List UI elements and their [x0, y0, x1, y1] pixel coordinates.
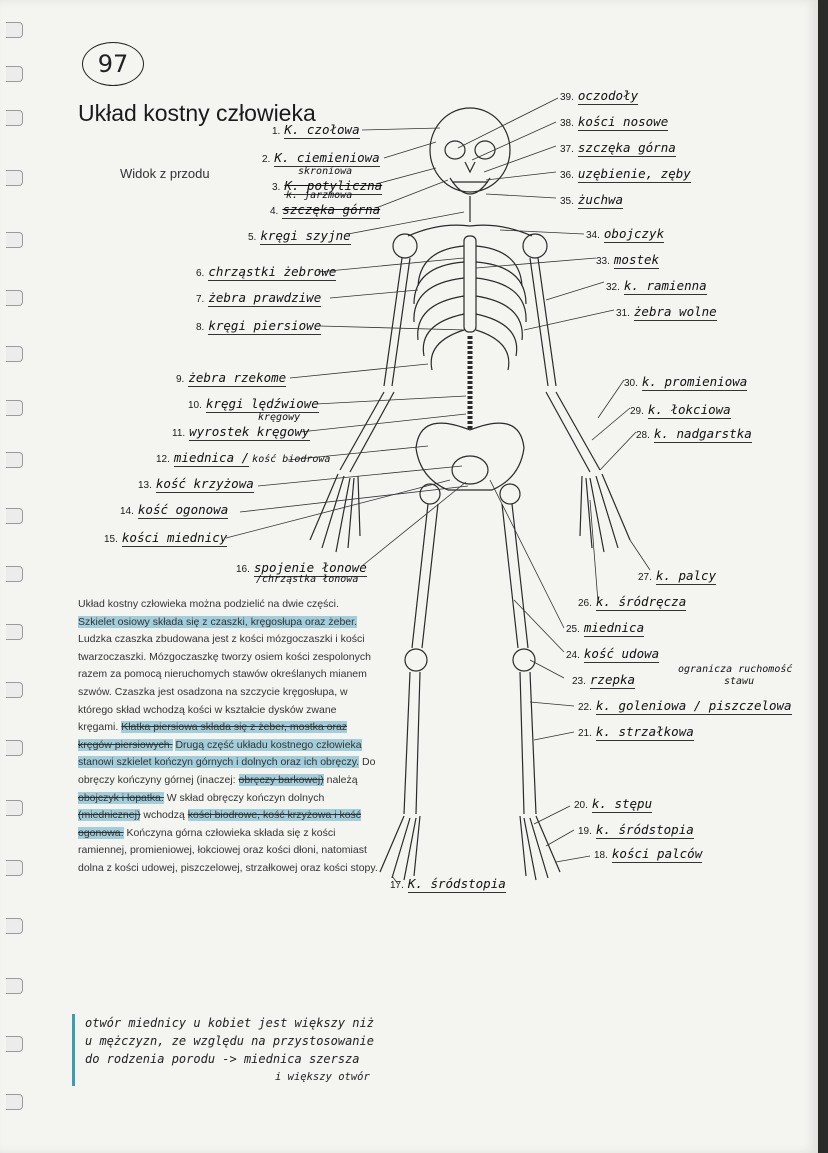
side-note-line-2: stawu	[724, 676, 755, 687]
answer-14: kość ogonowa	[137, 502, 229, 517]
label-12: 12. miednica / kość biodrowa	[156, 450, 331, 465]
label-29: 29. k. łokciowa	[630, 402, 731, 417]
pelvic-opening	[452, 456, 488, 484]
answer-30: k. promieniowa	[641, 374, 748, 389]
label-28: 28. k. nadgarstka	[636, 426, 752, 441]
answer-25: miednica	[583, 620, 645, 635]
hand-left	[310, 474, 360, 552]
answer-5: kręgi szyjne	[260, 228, 351, 243]
label-8: 8. kręgi piersiowe	[196, 318, 322, 333]
label-7: 7. żebra prawdziwe	[196, 290, 322, 305]
answer-24: kość udowa	[583, 646, 660, 661]
textbook-paragraph: Układ kostny człowieka można podzielić na dwie części. Szkielet osiowy składa się z czaszki, kręgosłupa oraz żeber. Ludzka czaszka zbudowana jest z kości mózgoczaszki i kości twarzoczaszki. Mózgoczaszkę tworzy osiem kości zespolonych razem za pomocą nieruchomych stawów określanych mianem szwów. Czaszka jest osadzona na szczycie kręgosłupa, w którego skład wchodzą kości w kształcie dysków zwane kręgami. Klatka piersiowa składa się z żeber, mostka oraz kręgów piersiowych. Drugą część układu kostnego człowieka stanowi szkielet kończyn górnych i dolnych oraz ich obręczy. Do obręczy kończyny górnej (inaczej: obręczy barkowej) należą obojczyk i łopatka. W skład obręczy kończyn dolnych (miednicznej) wchodzą kości biodrowe, kość krzyżowa i kość ogonowa. Kończyna górna człowieka składa się z kości ramiennej, promieniowej, łokciowej oraz kości dłoni, natomiast dolna z kości udowej, piszczelowej, strzałkowej oraz kości stopy.	[78, 598, 378, 874]
label-34: 34. obojczyk	[586, 226, 665, 241]
answer-17: K. śródstopia	[407, 876, 506, 891]
highlight-appendicular: Drugą część układu kostnego człowieka stanowi szkielet kończyn górnych i dolnych oraz ich obręczy.	[78, 738, 362, 769]
foot-left	[380, 816, 420, 880]
label-11: 11. wyrostek kręgowy	[172, 424, 310, 439]
label-36: 36. uzębienie, zęby	[560, 166, 691, 181]
answer-1: K. czołowa	[284, 122, 360, 137]
label-1: 1. K. czołowa	[272, 122, 360, 137]
side-note-line-1: ogranicza ruchomość	[678, 664, 793, 675]
label-13: 13. kość krzyżowa	[138, 476, 254, 491]
foot-right	[520, 816, 560, 880]
answer-13: kość krzyżowa	[155, 476, 254, 491]
clavicle-right	[470, 225, 532, 236]
answer-36: uzębienie, zęby	[577, 166, 691, 181]
label-25: 25. miednica	[566, 620, 645, 635]
answer-37: szczęka górna	[577, 140, 676, 155]
answer-4-correction: k. jarzmowa	[286, 190, 353, 201]
label-21: 21. k. strzałkowa	[578, 724, 694, 739]
radius-left	[340, 392, 384, 470]
rib	[423, 314, 464, 356]
ulna-left	[350, 392, 394, 472]
tibia-right	[520, 672, 536, 814]
label-24: 24. kość udowa	[566, 646, 660, 661]
answer-16-extra: /chrząstka łonowa	[256, 574, 359, 585]
patella-left	[405, 649, 427, 671]
label-3: 3. K. potyliczna	[272, 178, 383, 193]
label-19: 19. k. śródstopia	[578, 822, 694, 837]
label-22: 22. k. goleniowa / piszczelowa	[578, 698, 792, 713]
answer-21: k. strzałkowa	[595, 724, 694, 739]
label-2: 2. K. ciemieniowa	[262, 150, 380, 165]
orbit-left	[445, 141, 465, 159]
answer-28: k. nadgarstka	[653, 426, 752, 441]
label-31: 31. żebra wolne	[616, 304, 717, 319]
humerus-right	[538, 258, 556, 386]
radius-right	[556, 392, 600, 470]
label-23: 23. rzepka	[572, 672, 636, 687]
answer-18: kości palców	[611, 846, 703, 861]
label-32: 32. k. ramienna	[606, 278, 707, 293]
hand-right	[580, 474, 630, 552]
label-26: 26. k. śródręcza	[578, 594, 687, 609]
note-line-3: do rodzenia porodu -> miednica szersza	[85, 1052, 360, 1066]
tibia-left	[404, 672, 420, 814]
shoulder-right	[523, 234, 547, 258]
clavicle-left	[408, 225, 470, 236]
label-14: 14. kość ogonowa	[120, 502, 229, 517]
answer-8: kręgi piersiowe	[208, 318, 322, 333]
femur-left	[412, 504, 438, 648]
answer-22: k. goleniowa / piszczelowa	[595, 698, 792, 713]
answer-3: K. potyliczna	[284, 178, 383, 193]
worksheet-title: Układ kostny człowieka	[78, 100, 316, 126]
label-33: 33. mostek	[596, 252, 660, 267]
label-37: 37. szczęka górna	[560, 140, 676, 155]
highlight-chest: Klatka piersiowa składa się z żeber, mostka oraz kręgów piersiowych.	[78, 721, 348, 751]
leader-lines-right	[458, 98, 653, 862]
answer-11-correction: kręgowy	[258, 412, 301, 423]
label-16: 16. spojenie łonowe	[236, 560, 367, 575]
handwritten-note	[72, 1014, 445, 1086]
nasal-cavity	[465, 162, 475, 172]
answer-23: rzepka	[589, 672, 636, 687]
answer-29: k. łokciowa	[647, 402, 731, 417]
patella-right	[513, 649, 535, 671]
answer-19: k. śródstopia	[595, 822, 694, 837]
answer-15: kości miednicy	[121, 530, 228, 545]
answer-2: K. ciemieniowa	[274, 150, 380, 165]
label-39: 39. oczodoły	[560, 88, 639, 103]
answer-35: żuchwa	[577, 192, 624, 207]
rib	[476, 314, 517, 356]
highlight-axial: Szkielet osiowy składa się z czaszki, kręgosłupa oraz żeber.	[78, 615, 357, 628]
skull-outline	[430, 108, 510, 192]
answer-27: k. palcy	[655, 568, 717, 583]
answer-31: żebra wolne	[633, 304, 717, 319]
answer-3-correction: skroniowa	[298, 166, 353, 177]
answer-16: spojenie łonowe	[253, 560, 367, 575]
rib	[476, 296, 522, 340]
label-18: 18. kości palców	[594, 846, 703, 861]
answer-10: kręgi lędźwiowe	[205, 396, 319, 411]
shoulder-left	[393, 234, 417, 258]
label-15: 15. kości miednicy	[104, 530, 228, 545]
answer-9: żebra rzekome	[188, 370, 287, 385]
label-30: 30. k. promieniowa	[624, 374, 748, 389]
label-27: 27. k. palcy	[638, 568, 717, 583]
sternum	[464, 236, 476, 332]
worksheet-subtitle: Widok z przodu	[120, 166, 210, 181]
answer-38: kości nosowe	[577, 114, 669, 129]
humerus-right-2	[530, 258, 548, 386]
label-5: 5. kręgi szyjne	[248, 228, 351, 243]
page-number: 97	[97, 50, 129, 78]
label-17: 17. K. śródstopia	[390, 876, 506, 891]
answer-12: miednica /	[173, 450, 250, 465]
label-4: 4. szczęka górna	[270, 202, 381, 217]
answer-6: chrząstki żebrowe	[208, 264, 337, 279]
answer-11: wyrostek kręgowy	[189, 424, 310, 439]
answer-4: szczęka górna	[282, 202, 381, 217]
answer-7: żebra prawdziwe	[208, 290, 322, 305]
answer-26: k. śródręcza	[595, 594, 687, 609]
label-10: 10. kręgi lędźwiowe	[188, 396, 319, 411]
femur-right	[502, 504, 528, 648]
note-line-2: u mężczyzn, ze względu na przystosowanie	[85, 1034, 374, 1048]
rib	[476, 330, 509, 370]
rib	[418, 296, 464, 340]
label-38: 38. kości nosowe	[560, 114, 669, 129]
ulna-right	[546, 392, 590, 472]
hip-right	[500, 484, 520, 504]
label-9: 9. żebra rzekome	[176, 370, 287, 385]
answer-12-side: kość biodrowa	[252, 454, 331, 465]
answer-20: k. stępu	[591, 796, 653, 811]
rib	[431, 330, 464, 370]
answer-34: obojczyk	[603, 226, 665, 241]
answer-39: oczodoły	[577, 88, 639, 103]
label-20: 20. k. stępu	[574, 796, 653, 811]
label-6: 6. chrząstki żebrowe	[196, 264, 337, 279]
note-line-4: i większy otwór	[275, 1071, 370, 1083]
note-line-1: otwór miednicy u kobiet jest większy niż	[85, 1016, 374, 1030]
orbit-right	[475, 141, 495, 159]
answer-32: k. ramienna	[623, 278, 707, 293]
label-35: 35. żuchwa	[560, 192, 624, 207]
answer-33: mostek	[613, 252, 660, 267]
